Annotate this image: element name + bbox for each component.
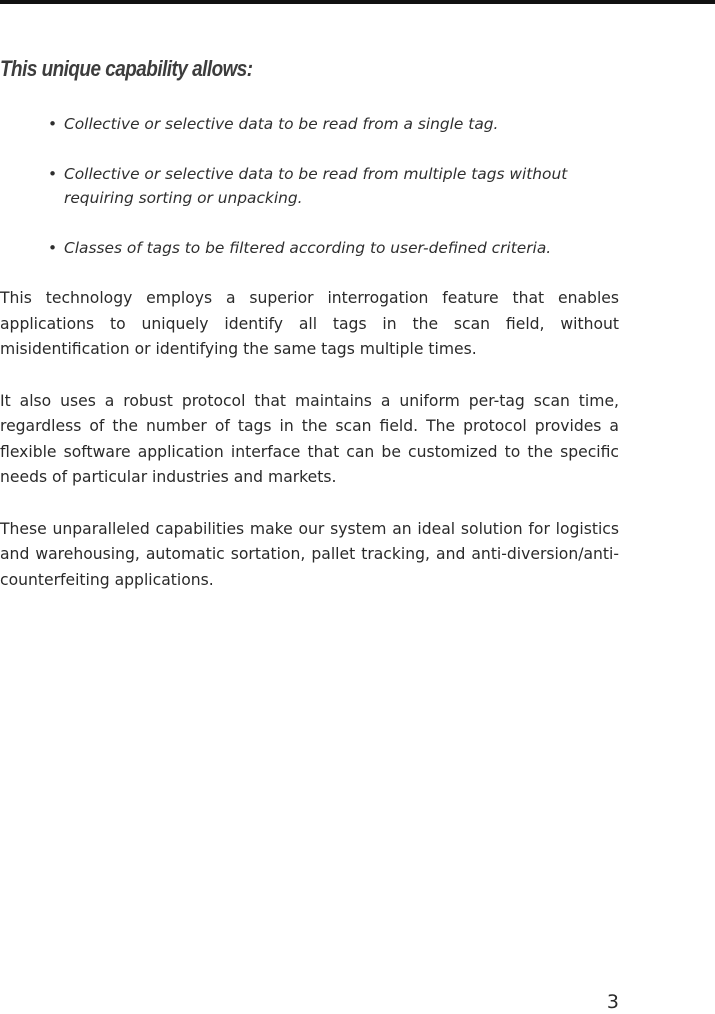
paragraph-protocol: It also uses a robust protocol that maintains a uniform per-tag scan time, regardless of the number of tags in the scan field. The protocol provides a flexible software application interface that can be customized to the specific needs of particular industries and markets. (0, 391, 619, 486)
list-item (48, 162, 620, 210)
body-text (0, 286, 619, 619)
page-number: 3 (606, 991, 619, 1013)
list-item (48, 236, 620, 260)
bullet-icon: • (48, 165, 58, 183)
list-item (48, 112, 620, 136)
capability-list (48, 112, 620, 286)
top-rule (0, 0, 715, 4)
bullet-icon: • (48, 239, 58, 257)
section-heading: This unique capability allows: (0, 56, 253, 81)
list-item-text: Collective or selective data to be read from a single tag. (64, 115, 499, 133)
list-item-text: Classes of tags to be filtered according to user-defined criteria. (64, 239, 552, 257)
list-item-text: Collective or selective data to be read from multiple tags without requiring sorting or unpacking. (64, 165, 568, 207)
paragraph-interrogation: This technology employs a superior interrogation feature that enables applications to uniquely identify all tags in the scan field, without misidentification or identifying the same tags multiple times. (0, 289, 619, 358)
paragraph-applications: These unparalleled capabilities make our system an ideal solution for logistics and warehousing, automatic sortation, pallet tracking, and anti-diversion/anti-counterfeiting applications. (0, 519, 619, 589)
bullet-icon: • (48, 115, 58, 133)
